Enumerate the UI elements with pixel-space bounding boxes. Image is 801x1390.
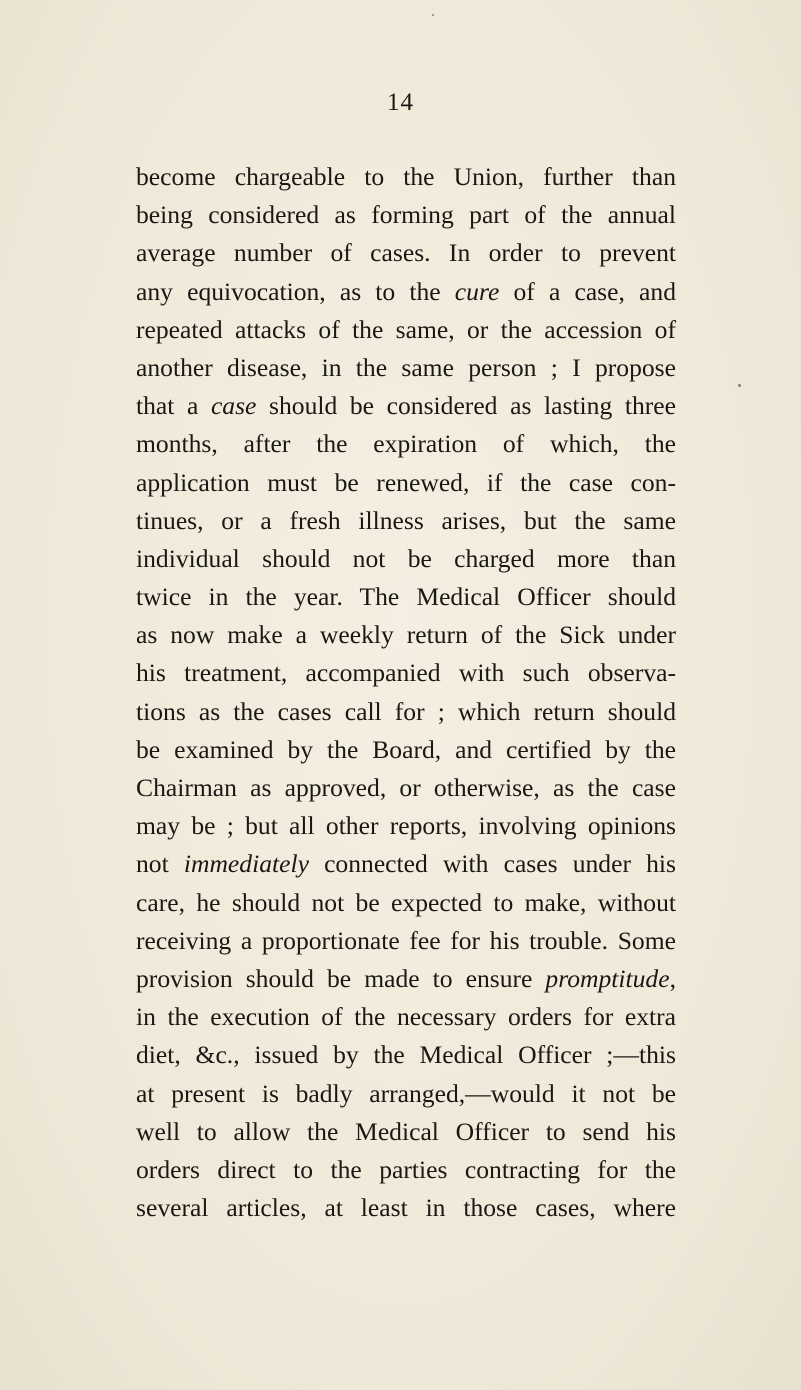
ink-speck (738, 384, 741, 387)
text-line-content (136, 315, 676, 344)
text-line (136, 998, 676, 1036)
text-run: being considered as forming part of the annual (136, 200, 676, 230)
text-line-content (136, 620, 676, 649)
text-run: at present is badly arranged,—would it not be (136, 1078, 676, 1108)
text-run: application must be renewed, if the case con- (136, 467, 676, 497)
text-line (136, 425, 676, 463)
text-run: well to allow the Medical Officer to send his (136, 1116, 676, 1146)
text-line-content (136, 1193, 676, 1222)
text-run: any equivocation, as to the (136, 276, 455, 306)
text-line (136, 884, 676, 922)
text-line-content (136, 353, 676, 382)
text-run: should be considered as lasting three (256, 391, 676, 421)
text-line (136, 311, 676, 349)
text-line (136, 578, 676, 616)
text-line-content (136, 468, 676, 497)
text-line-content (136, 277, 676, 306)
text-run: in the execution of the necessary orders for extra (136, 1002, 676, 1032)
text-line-content (136, 429, 676, 458)
text-line (136, 1075, 676, 1113)
text-line-content (136, 506, 676, 535)
text-run: care, he should not be expected to make, without (136, 887, 676, 917)
text-run: receiving a proportionate fee for his trouble. Some (136, 925, 676, 955)
text-run: his treatment, accompanied with such observa- (136, 658, 676, 688)
text-line (136, 960, 676, 998)
text-line (136, 845, 676, 883)
text-run: be examined by the Board, and certified by the (136, 734, 676, 764)
text-line (136, 1189, 676, 1227)
italic-word: promptitude (545, 963, 670, 993)
text-run: months, after the expiration of which, the (136, 429, 676, 459)
text-run: twice in the year. The Medical Officer should (136, 582, 676, 612)
text-line (136, 502, 676, 540)
text-run: diet, &c., issued by the Medical Officer ;—this (136, 1040, 676, 1070)
text-line-content (136, 162, 676, 191)
italic-word: immediately (183, 849, 309, 879)
text-line (136, 387, 676, 425)
text-line (136, 1151, 676, 1189)
text-run: as now make a weekly return of the Sick under (136, 620, 676, 650)
text-run: connected with cases under his (308, 849, 676, 879)
text-line (136, 616, 676, 654)
text-line-content (136, 544, 676, 573)
text-run: individual should not be charged more than (136, 543, 676, 573)
text-line (136, 234, 676, 272)
text-line-content (136, 773, 676, 802)
text-line-content (136, 582, 676, 611)
text-line-content (136, 697, 676, 726)
text-line-content (136, 735, 676, 764)
text-run: provision should be made to ensure (136, 963, 546, 993)
text-run: another disease, in the same person ; I propose (136, 352, 676, 382)
text-run: of a case, and (499, 276, 676, 306)
text-line (136, 654, 676, 692)
text-line-content (136, 200, 676, 229)
text-line (136, 158, 676, 196)
text-line (136, 922, 676, 960)
text-run: average number of cases. In order to prevent (136, 238, 676, 268)
text-line-content (136, 811, 676, 840)
text-line (136, 769, 676, 807)
text-line (136, 693, 676, 731)
text-line-content (136, 1002, 676, 1031)
text-run: tinues, or a fresh illness arises, but the same (136, 505, 676, 535)
page-number: 14 (387, 89, 414, 116)
text-run: that a (136, 391, 211, 421)
text-run: become chargeable to the Union, further than (136, 162, 676, 191)
text-line-content (136, 391, 676, 420)
body-text (136, 158, 676, 1227)
text-line (136, 273, 676, 311)
text-line-content (136, 1155, 676, 1184)
italic-word: cure (454, 276, 500, 306)
text-run: not (136, 849, 184, 879)
text-run: , (669, 963, 676, 993)
text-run: may be ; but all other reports, involving opinions (136, 811, 676, 841)
text-line-content (136, 849, 676, 878)
text-run: several articles, at least in those cases, where (136, 1193, 676, 1223)
text-line (136, 540, 676, 578)
text-run: Chairman as approved, or otherwise, as the case (136, 773, 676, 802)
text-line-content (136, 888, 676, 917)
text-line-content (136, 1040, 676, 1069)
text-run: repeated attacks of the same, or the accession of (136, 314, 676, 344)
text-run: orders direct to the parties contracting for the (136, 1154, 676, 1184)
text-line-content (136, 926, 676, 955)
text-line-content (136, 658, 676, 687)
text-line (136, 1113, 676, 1151)
text-line-content (136, 238, 676, 267)
text-run: tions as the cases call for ; which return should (136, 696, 676, 726)
text-line (136, 349, 676, 387)
text-line-content (136, 1117, 676, 1146)
italic-word: case (210, 391, 257, 421)
text-line (136, 1036, 676, 1074)
text-line (136, 731, 676, 769)
text-line (136, 464, 676, 502)
text-line-content (136, 964, 676, 993)
text-line (136, 807, 676, 845)
ink-speck (432, 14, 434, 16)
text-line (136, 196, 676, 234)
text-line-content (136, 1079, 676, 1108)
